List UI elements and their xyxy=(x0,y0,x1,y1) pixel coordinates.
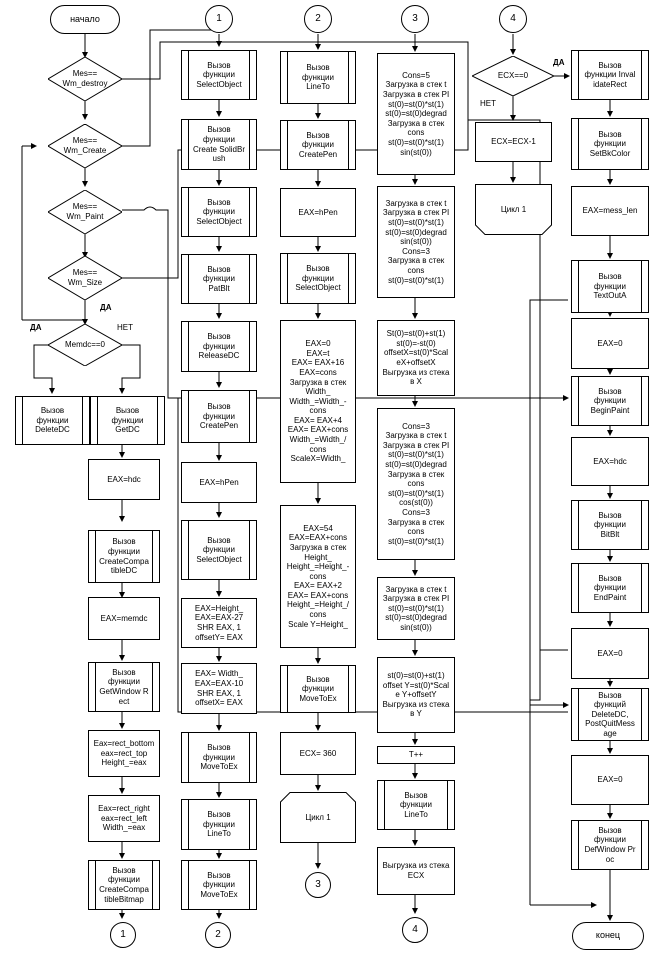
label-no-2: НЕТ xyxy=(480,99,496,108)
loop-start-1 xyxy=(280,792,356,843)
process-getwindowrect xyxy=(88,662,160,712)
decrement-ecx: ECX=ECX-1 xyxy=(475,122,552,162)
decision-memdc xyxy=(48,324,122,366)
process-lineto-1-text: Вызов функции LineTo xyxy=(203,810,235,839)
process-getdc-text: Вызов функции GetDC xyxy=(111,406,144,435)
loop-start-1-text: Цикл 1 xyxy=(305,812,331,822)
calc-block-2: Загрузка в стек t Загрузка в стек PI st(0)=st(0)*st(1) st(0)=st(0)degrad sin(st(0)) Cons=3 Загрузка в стек cons st(0)=st(0)*st(1) xyxy=(377,186,455,298)
process-createpen-1-text: Вызов функции CreatePen xyxy=(199,402,239,431)
loop-end-1 xyxy=(475,184,552,235)
process-deletedc-postquitmessage-text: Вызов функций DeleteDC, PostQuitMess age xyxy=(585,690,635,738)
connector-3-top: 3 xyxy=(401,5,429,33)
process-patblt xyxy=(181,254,257,304)
loop-end-1-text: Цикл 1 xyxy=(500,204,527,214)
assign-scale-y: EAX=54 EAX=EAX+cons Загрузка в стек Height_ Height_=Height_- cons EAX= EAX+2 EAX= EAX+cons Height_=Height_/ cons Scale Y=Height_ xyxy=(280,505,356,648)
process-createcompatiblebitmap xyxy=(88,860,160,910)
decision-wm-size xyxy=(48,256,122,300)
end-terminal: конец xyxy=(572,922,644,950)
assign-width: Eax=rect_right eax=rect_left Width_=eax xyxy=(88,795,160,842)
process-selectobject-3 xyxy=(181,520,257,580)
assign-ecx-360: ECX= 360 xyxy=(280,732,356,775)
decision-ecx-zero-text: ECX==0 xyxy=(497,71,529,81)
increment-t: T++ xyxy=(377,746,455,764)
process-selectobject-4 xyxy=(280,253,356,304)
decision-wm-paint xyxy=(48,190,122,234)
process-endpaint-text: Вызов функции EndPaint xyxy=(593,573,627,602)
process-getdc xyxy=(90,396,165,445)
label-no-1: НЕТ xyxy=(117,323,133,332)
assign-height: Eax=rect_bottom eax=rect_top Height_=eax xyxy=(88,730,160,777)
process-setbkcolor-text: Вызов функции SetBkColor xyxy=(589,129,631,158)
process-movetoex-1-text: Вызов функции MoveToEx xyxy=(200,743,238,772)
calc-block-3: St(0)=st(0)+st(1) st(0)=-st(0) offsetX=st(0)*Scal eX+offsetX Выгрузка из стека в X xyxy=(377,320,455,396)
assign-eax-zero-2: EAX=0 xyxy=(571,628,649,679)
process-createsolidbrush-text: Вызов функции Create SolidBr ush xyxy=(192,125,246,164)
decision-wm-create-text: Mes== Wm_Create xyxy=(63,136,107,155)
process-patblt-text: Вызов функции PatBlt xyxy=(203,264,235,293)
process-invalidaterect xyxy=(571,50,649,100)
start-terminal: начало xyxy=(50,5,120,34)
process-selectobject-2-text: Вызов функции SelectObject xyxy=(196,197,242,226)
connector-1-top: 1 xyxy=(205,5,233,33)
process-createsolidbrush xyxy=(181,119,257,170)
label-yes-2: ДА xyxy=(100,303,112,312)
process-endpaint xyxy=(571,563,649,613)
assign-eax-zero-1: EAX=0 xyxy=(571,318,649,369)
assign-eax-hpen-1: EAX=hPen xyxy=(181,462,257,503)
process-selectobject-4-text: Вызов функции SelectObject xyxy=(295,264,341,293)
assign-eax-zero-3: EAX=0 xyxy=(571,755,649,805)
assign-offset-y: EAX=Height_ EAX=EAX-27 SHR EAX, 1 offsetY= EAX xyxy=(181,598,257,648)
process-releasedc-text: Вызов функции ReleaseDC xyxy=(198,332,240,361)
process-defwindowproc xyxy=(571,820,649,870)
process-textouta xyxy=(571,260,649,313)
assign-eax-hdc-0: EAX=hdc xyxy=(88,459,160,500)
decision-wm-size-text: Mes== Wm_Size xyxy=(67,268,103,287)
decision-wm-paint-text: Mes== Wm_Paint xyxy=(66,202,104,221)
process-deletedc xyxy=(15,396,90,445)
process-createpen-1 xyxy=(181,390,257,443)
calc-block-5: Загрузка в стек t Загрузка в стек PI st(0)=st(0)*st(1) st(0)=st(0)degrad sin(st(0)) xyxy=(377,577,455,640)
process-createcompatibledc-text: Вызов функции CreateCompa tibleDC xyxy=(99,537,149,576)
decision-wm-destroy xyxy=(48,57,122,101)
process-bitblt-text: Вызов функции BitBlt xyxy=(594,510,626,539)
process-movetoex-2-text: Вызов функции MoveToEx xyxy=(200,870,238,899)
label-yes-1: ДА xyxy=(30,323,42,332)
process-lineto-2-text: Вызов функции LineTo xyxy=(302,63,334,92)
connector-1-bottom: 1 xyxy=(110,922,136,948)
process-textouta-text: Вызов функции TextOutA xyxy=(593,272,627,301)
process-movetoex-2 xyxy=(181,860,257,910)
assign-eax-memdc: EAX=memdc xyxy=(88,597,160,640)
decision-wm-create xyxy=(48,124,122,168)
assign-scale-x: EAX=0 EAX=t EAX= EAX+16 EAX=cons Загрузка в стек Width_ Width_=Width_- cons EAX= EAX+4 EAX= EAX+cons Width_=Width_/ cons ScaleX=Width_ xyxy=(280,320,356,483)
assign-eax-hdc-5: EAX=hdc xyxy=(571,437,649,486)
process-beginpaint xyxy=(571,376,649,426)
process-beginpaint-text: Вызов функции BeginPaint xyxy=(590,386,630,415)
calc-block-6: st(0)=st(0)+st(1) offset Y=st(0)*Scal e Y+offsetY Выгрузка из стека в Y xyxy=(377,657,455,733)
assign-eax-mess-len: EAX=mess_len xyxy=(571,186,649,236)
process-getwindowrect-text: Вызов функции GetWindow R ect xyxy=(99,667,149,706)
process-movetoex-1 xyxy=(181,732,257,783)
process-releasedc xyxy=(181,321,257,372)
pop-ecx: Выгрузка из стека ECX xyxy=(377,847,455,895)
process-deletedc-postquitmessage xyxy=(571,688,649,741)
process-createpen-2-text: Вызов функции CreatePen xyxy=(298,130,338,159)
process-selectobject-1-text: Вызов функции SelectObject xyxy=(196,60,242,89)
connector-2-bottom: 2 xyxy=(205,922,231,948)
process-movetoex-3-text: Вызов функции MoveToEx xyxy=(299,674,337,703)
process-lineto-1 xyxy=(181,799,257,850)
process-createcompatibledc xyxy=(88,530,160,583)
process-selectobject-3-text: Вызов функции SelectObject xyxy=(196,535,242,564)
process-selectobject-1 xyxy=(181,50,257,100)
process-createcompatiblebitmap-text: Вызов функции CreateCompa tibleBitmap xyxy=(99,865,149,904)
connector-4-bottom: 4 xyxy=(402,917,428,943)
process-movetoex-3 xyxy=(280,665,356,713)
process-lineto-3-text: Вызов функции LineTo xyxy=(400,790,432,819)
process-setbkcolor xyxy=(571,118,649,170)
calc-block-4: Cons=3 Загрузка в стек t Загрузка в стек PI st(0)=st(0)*st(1) st(0)=st(0)degrad Загрузка в стек cons st(0)=st(0)*st(1) cos(st(0)) Cons=3 Загрузка в стек cons st(0)=st(0)*st(1) xyxy=(377,408,455,560)
assign-eax-hpen-2: EAX=hPen xyxy=(280,188,356,237)
connector-2-top: 2 xyxy=(304,5,332,33)
assign-offset-x: EAX= Width_ EAX=EAX-10 SHR EAX, 1 offsetX= EAX xyxy=(181,663,257,714)
decision-ecx-zero xyxy=(472,56,554,96)
process-bitblt xyxy=(571,500,649,550)
process-deletedc-text: Вызов функции DeleteDC xyxy=(35,406,70,435)
process-defwindowproc-text: Вызов функции DefWindow Pr oc xyxy=(584,825,636,864)
process-createpen-2 xyxy=(280,120,356,170)
process-selectobject-2 xyxy=(181,187,257,237)
process-invalidaterect-text: Вызов функции Inval idateRect xyxy=(584,60,636,89)
calc-block-1: Cons=5 Загрузка в стек t Загрузка в стек PI st(0)=st(0)*st(1) st(0)=st(0)degrad Загрузка в стек cons st(0)=st(0)*st(1) sin(st(0)) xyxy=(377,53,455,175)
label-yes-3: ДА xyxy=(553,58,565,67)
process-lineto-3 xyxy=(377,780,455,830)
decision-memdc-text: Memdc==0 xyxy=(64,340,106,350)
connector-4-top: 4 xyxy=(499,5,527,33)
connector-3-bottom: 3 xyxy=(305,872,331,898)
decision-wm-destroy-text: Mes== Wm_destroy xyxy=(62,69,108,88)
process-lineto-2 xyxy=(280,51,356,104)
